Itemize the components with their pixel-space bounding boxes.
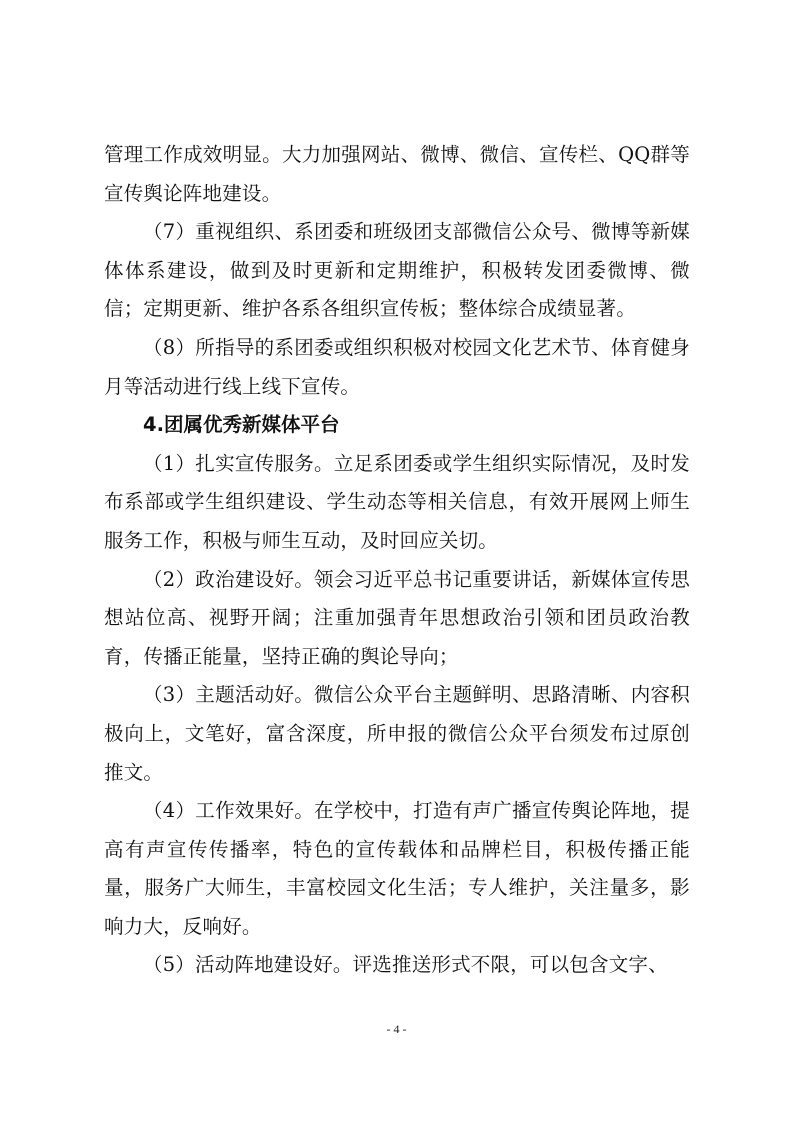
paragraph-item-4: （4）工作效果好。在学校中，打造有声广播宣传舆论阵地，提高有声宣传传播率，特色的宣传载体和品牌栏目，积极传播正能量，服务广大师生，丰富校园文化生活；专人维护，关注量多，影响力大，反响好。 — [104, 799, 690, 938]
paragraph-item-3: （3）主题活动好。微信公众平台主题鲜明、思路清晰、内容积极向上，文笔好，富含深度，所申报的微信公众平台须发布过原创推文。 — [104, 683, 690, 784]
section-heading: 4.团属优秀新媒体平台 — [143, 413, 340, 437]
paragraph-item-5: （5）活动阵地建设好。评选推送形式不限，可以包含文字、 — [143, 953, 668, 977]
paragraph-item-7: （7）重视组织、系团委和班级团支部微信公众号、微博等新媒体体系建设，做到及时更新和定期维护，积极转发团委微博、微信；定期更新、维护各系各组织宣传板；整体综合成绩显著。 — [104, 220, 690, 321]
page-number: - 4 - — [386, 1022, 407, 1036]
document-body — [104, 136, 690, 985]
paragraph-item-8: （8）所指导的系团委或组织积极对校园文化艺术节、体育健身月等活动进行线上线下宣传。 — [104, 335, 690, 398]
paragraph-item-1: （1）扎实宣传服务。立足系团委或学生组织实际情况，及时发布系部或学生组织建设、学生动态等相关信息，有效开展网上师生服务工作，积极与师生互动，及时回应关切。 — [104, 451, 690, 552]
paragraph-continuation: 管理工作成效明显。大力加强网站、微博、微信、宣传栏、QQ群等宣传舆论阵地建设。 — [104, 143, 690, 205]
paragraph-item-2: （2）政治建设好。领会习近平总书记重要讲话，新媒体宣传思想站位高、视野开阔；注重加强青年思想政治引领和团员政治教育，传播正能量，坚持正确的舆论导向； — [104, 567, 690, 668]
